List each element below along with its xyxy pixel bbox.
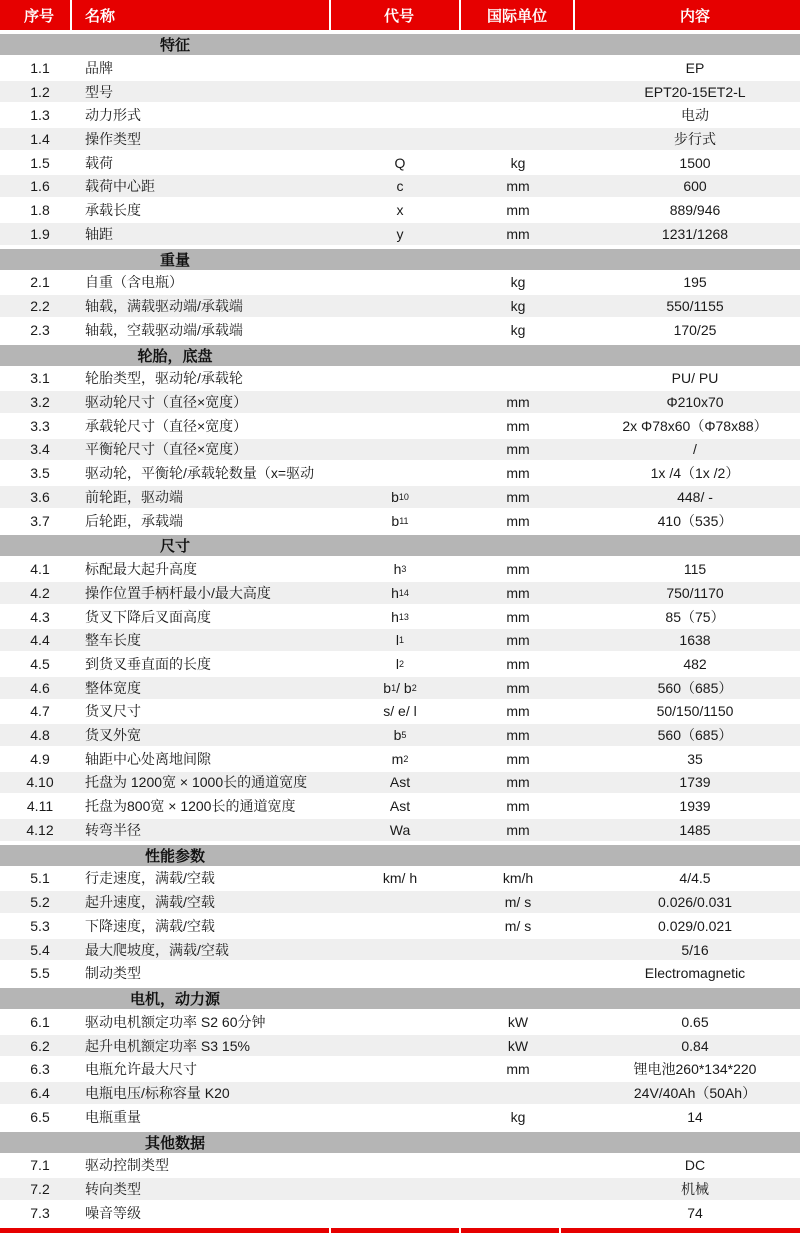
table-row — [0, 558, 800, 582]
table-row — [0, 891, 800, 915]
cell-unit: mm — [506, 584, 530, 601]
cell-unit — [461, 1202, 575, 1224]
table-row — [0, 1082, 800, 1106]
section-header — [0, 32, 800, 57]
table-row — [0, 319, 800, 343]
cell-symbol — [331, 57, 461, 79]
cell-name: 转弯半径 — [85, 821, 141, 838]
cell-symbol — [331, 1082, 461, 1104]
cell-symbol: b 1 / b 2 — [383, 679, 417, 696]
cell-symbol — [331, 915, 461, 937]
cell-symbol — [331, 891, 461, 913]
cell-value: 170/25 — [673, 321, 717, 338]
section-header — [0, 843, 800, 868]
cell-symbol — [331, 939, 461, 961]
cell-value: 50/150/1150 — [656, 703, 734, 720]
cell-value: 2x Φ78x60（Φ78x88） — [622, 417, 768, 434]
section-header — [0, 1130, 800, 1155]
table-row — [0, 1106, 800, 1130]
cell-index: 5.2 — [30, 894, 50, 911]
cell-value: 448/ - — [677, 488, 713, 505]
cell-name: 电瓶重量 — [85, 1108, 141, 1125]
cell-value: 1739 — [679, 774, 711, 791]
cell-symbol — [331, 104, 461, 126]
cell-index: 4.3 — [30, 608, 50, 625]
cell-name: 货叉下降后叉面高度 — [85, 608, 211, 625]
cell-symbol: Wa — [389, 821, 411, 838]
cell-value: 机械 — [681, 1181, 709, 1198]
cell-index: 5.4 — [30, 941, 50, 958]
cell-unit: mm — [506, 178, 530, 195]
accent-bar-segment — [331, 1228, 461, 1233]
cell-symbol: m 2 — [391, 750, 409, 767]
table-row — [0, 962, 800, 986]
table-row — [0, 939, 800, 963]
cell-unit: mm — [506, 465, 530, 482]
cell-symbol: Q — [394, 154, 406, 171]
cell-index: 1.8 — [30, 201, 50, 218]
table-row — [0, 795, 800, 819]
cell-index: 1.5 — [30, 154, 50, 171]
cell-unit: kg — [510, 298, 526, 315]
cell-index: 2.1 — [30, 274, 50, 291]
cell-unit — [461, 104, 575, 126]
table-row — [0, 582, 800, 606]
cell-value: 85（75） — [665, 608, 725, 625]
cell-symbol: h 13 — [391, 608, 409, 625]
section-header — [0, 343, 800, 368]
cell-index: 5.5 — [30, 965, 50, 982]
cell-value: 74 — [687, 1204, 703, 1221]
cell-name: 轴载，满载驱动端/承载端 — [85, 298, 243, 315]
table-row — [0, 486, 800, 510]
cell-name: 自重（含电瓶） — [85, 274, 183, 291]
cell-index: 4.12 — [26, 821, 54, 838]
cell-unit: mm — [506, 750, 530, 767]
section-title: 电机，动力源 — [129, 991, 220, 1009]
cell-unit: mm — [506, 774, 530, 791]
table-row — [0, 748, 800, 772]
cell-value: 889/946 — [669, 201, 721, 218]
cell-index: 5.3 — [30, 917, 50, 934]
cell-value: 14 — [687, 1108, 703, 1125]
table-row — [0, 391, 800, 415]
cell-symbol: s/ e/ l — [383, 703, 417, 720]
cell-symbol: y — [396, 225, 404, 242]
cell-value: 0.029/0.021 — [658, 917, 732, 934]
table-row — [0, 915, 800, 939]
cell-unit: mm — [506, 679, 530, 696]
table-row — [0, 81, 800, 105]
cell-symbol — [331, 368, 461, 390]
cell-name: 后轮距，承载端 — [85, 512, 183, 529]
cell-index: 3.4 — [30, 441, 50, 458]
cell-index: 1.1 — [30, 59, 50, 76]
cell-symbol: h 3 — [393, 561, 407, 578]
table-row — [0, 677, 800, 701]
cell-index: 7.2 — [30, 1181, 50, 1198]
cell-name: 行走速度，满载/空载 — [85, 870, 215, 887]
table-row — [0, 128, 800, 152]
header-cell-unit: 国际单位 — [461, 0, 575, 30]
table-header — [0, 0, 800, 30]
cell-name: 轴载，空载驱动端/承载端 — [85, 321, 243, 338]
cell-index: 4.10 — [26, 774, 54, 791]
cell-value: DC — [684, 1157, 706, 1174]
header-cell-symbol: 代号 — [331, 0, 461, 30]
table-row — [0, 701, 800, 725]
cell-value: 35 — [687, 750, 703, 767]
cell-index: 1.2 — [30, 83, 50, 100]
cell-unit — [461, 1178, 575, 1200]
cell-value: Φ210x70 — [666, 394, 724, 411]
cell-value: 482 — [683, 655, 707, 672]
cell-unit — [461, 962, 575, 984]
section-title: 特征 — [159, 37, 190, 54]
section-title: 其他数据 — [144, 1134, 205, 1152]
header-cell-name: 名称 — [72, 0, 331, 30]
cell-value: 1500 — [679, 154, 711, 171]
cell-symbol — [331, 462, 461, 484]
table-row — [0, 368, 800, 392]
table-row — [0, 152, 800, 176]
cell-value: EP — [685, 59, 705, 76]
cell-value: 0.65 — [681, 1013, 709, 1030]
table-row — [0, 819, 800, 843]
cell-name: 制动类型 — [85, 965, 141, 982]
cell-symbol — [331, 1011, 461, 1033]
cell-index: 6.4 — [30, 1084, 50, 1101]
cell-name: 下降速度，满载/空载 — [85, 917, 215, 934]
cell-name: 到货叉垂直面的长度 — [85, 655, 211, 672]
cell-unit: kg — [510, 1108, 526, 1125]
cell-unit: mm — [506, 417, 530, 434]
cell-unit: mm — [506, 703, 530, 720]
cell-index: 3.5 — [30, 465, 50, 482]
cell-name: 货叉外宽 — [85, 727, 141, 744]
cell-symbol — [331, 128, 461, 150]
cell-name: 噪音等级 — [85, 1204, 141, 1221]
cell-index: 4.6 — [30, 679, 50, 696]
cell-value: 1638 — [679, 632, 711, 649]
cell-symbol — [331, 272, 461, 294]
cell-symbol — [331, 81, 461, 103]
table-row — [0, 1178, 800, 1202]
cell-name: 转向类型 — [85, 1181, 141, 1198]
cell-index: 6.2 — [30, 1037, 50, 1054]
cell-unit: kg — [510, 321, 526, 338]
cell-index: 4.4 — [30, 632, 50, 649]
header-cell-value: 内容 — [679, 7, 710, 25]
cell-value: 4/4.5 — [679, 870, 711, 887]
section-title: 重量 — [159, 251, 190, 269]
cell-name: 起升电机额定功率 S3 15% — [85, 1037, 250, 1054]
table-row — [0, 439, 800, 463]
cell-name: 驱动轮，平衡轮/承载轮数量（x=驱动 — [85, 465, 315, 482]
cell-name: 操作位置手柄杆最小/最大高度 — [85, 584, 271, 601]
cell-unit — [461, 1082, 575, 1104]
table-row — [0, 868, 800, 892]
cell-value: Electromagnetic — [644, 965, 746, 982]
table-row — [0, 415, 800, 439]
cell-symbol: c — [396, 178, 404, 195]
cell-name: 动力形式 — [85, 107, 141, 124]
cell-name: 前轮距，驱动端 — [85, 488, 183, 505]
cell-name: 驱动电机额定功率 S2 60分钟 — [85, 1013, 266, 1030]
cell-name: 货叉尺寸 — [85, 703, 141, 720]
table-row — [0, 462, 800, 486]
cell-unit: mm — [506, 608, 530, 625]
cell-name: 托盘为800宽 × 1200长的通道宽度 — [85, 798, 296, 815]
table-row — [0, 295, 800, 319]
cell-value: 600 — [683, 178, 707, 195]
cell-name: 整车长度 — [85, 632, 141, 649]
cell-index: 1.9 — [30, 225, 50, 242]
cell-name: 品牌 — [85, 59, 113, 76]
cell-value: 5/16 — [681, 941, 709, 958]
cell-name: 轮胎类型，驱动轮/承载轮 — [85, 370, 243, 387]
cell-value: PU/ PU — [671, 370, 719, 387]
table-row — [0, 272, 800, 296]
cell-index: 4.9 — [30, 750, 50, 767]
cell-symbol: l 1 — [395, 632, 405, 649]
cell-value: 24V/40Ah（50Ah） — [633, 1084, 757, 1101]
section-title: 性能参数 — [144, 847, 205, 865]
cell-unit: mm — [506, 727, 530, 744]
table-row — [0, 57, 800, 81]
cell-value: 560（685） — [657, 727, 733, 744]
cell-value: 0.84 — [681, 1037, 709, 1054]
cell-index: 3.2 — [30, 394, 50, 411]
cell-unit — [461, 81, 575, 103]
cell-unit: mm — [506, 488, 530, 505]
cell-name: 驱动轮尺寸（直径×宽度） — [85, 394, 248, 411]
cell-unit: kW — [507, 1037, 529, 1054]
cell-name: 托盘为 1200宽 × 1000长的通道宽度 — [85, 774, 308, 791]
cell-value: / — [693, 441, 697, 458]
cell-unit: mm — [506, 655, 530, 672]
accent-bar-segment — [0, 1228, 331, 1233]
cell-index: 5.1 — [30, 870, 50, 887]
cell-index: 3.3 — [30, 417, 50, 434]
cell-name: 最大爬坡度，满载/空载 — [85, 941, 229, 958]
cell-symbol — [331, 1106, 461, 1128]
cell-symbol: b 11 — [391, 512, 409, 529]
cell-index: 4.1 — [30, 561, 50, 578]
cell-symbol — [331, 962, 461, 984]
cell-index: 7.1 — [30, 1157, 50, 1174]
cell-name: 电瓶电压/标称容量 K20 — [85, 1084, 230, 1101]
cell-value: 1485 — [679, 821, 711, 838]
cell-index: 1.4 — [30, 130, 50, 147]
table-body — [0, 32, 800, 1226]
section-title: 轮胎，底盘 — [137, 347, 213, 365]
table-row — [0, 1202, 800, 1226]
cell-name: 起升速度，满载/空载 — [85, 894, 215, 911]
cell-index: 2.2 — [30, 298, 50, 315]
bottom-accent-bar — [0, 1228, 800, 1233]
cell-name: 标配最大起升高度 — [85, 561, 197, 578]
cell-unit: mm — [506, 512, 530, 529]
cell-index: 4.11 — [26, 798, 54, 815]
cell-symbol — [331, 1058, 461, 1080]
cell-name: 轴距中心处离地间隙 — [85, 750, 211, 767]
table-row — [0, 629, 800, 653]
cell-unit: mm — [506, 561, 530, 578]
cell-value: 1231/1268 — [661, 225, 729, 242]
table-row — [0, 653, 800, 677]
cell-unit: mm — [506, 1061, 530, 1078]
cell-index: 4.2 — [30, 584, 50, 601]
cell-unit — [461, 368, 575, 390]
cell-value: 步行式 — [674, 130, 716, 147]
cell-unit: kg — [510, 154, 526, 171]
cell-value: 750/1170 — [666, 584, 724, 601]
table-row — [0, 510, 800, 534]
cell-value: 560（685） — [657, 679, 733, 696]
cell-name: 承载轮尺寸（直径×宽度） — [85, 417, 248, 434]
cell-unit: mm — [506, 632, 530, 649]
cell-symbol — [331, 391, 461, 413]
cell-name: 整体宽度 — [85, 679, 141, 696]
cell-symbol: x — [396, 201, 404, 218]
cell-symbol: b 5 — [393, 727, 407, 744]
table-row — [0, 223, 800, 247]
cell-index: 4.8 — [30, 727, 50, 744]
section-header — [0, 533, 800, 558]
cell-value: EPT20-15ET2-L — [644, 83, 746, 100]
cell-value: 锂电池260*134*220 — [633, 1061, 757, 1078]
table-row — [0, 175, 800, 199]
cell-unit: mm — [506, 441, 530, 458]
header-cell-index: 序号 — [0, 0, 72, 30]
cell-index: 6.5 — [30, 1108, 50, 1125]
cell-name: 载荷中心距 — [85, 178, 155, 195]
cell-index: 4.7 — [30, 703, 50, 720]
table-row — [0, 1155, 800, 1179]
table-row — [0, 724, 800, 748]
cell-index: 3.7 — [30, 512, 50, 529]
section-header — [0, 247, 800, 272]
table-row — [0, 1035, 800, 1059]
cell-symbol: Ast — [389, 798, 411, 815]
cell-value: 550/1155 — [666, 298, 724, 315]
cell-name: 型号 — [85, 83, 113, 100]
cell-value: 195 — [683, 274, 707, 291]
cell-unit — [461, 57, 575, 79]
cell-unit: m/ s — [504, 917, 532, 934]
cell-unit: mm — [506, 225, 530, 242]
cell-unit: m/ s — [504, 894, 532, 911]
cell-value: 0.026/0.031 — [658, 894, 732, 911]
cell-symbol: h 14 — [391, 584, 409, 601]
cell-symbol — [331, 1202, 461, 1224]
cell-symbol — [331, 1178, 461, 1200]
cell-name: 载荷 — [85, 154, 113, 171]
cell-unit: mm — [506, 394, 530, 411]
cell-name: 轴距 — [85, 225, 113, 242]
cell-symbol — [331, 439, 461, 461]
cell-symbol: km/ h — [382, 870, 418, 887]
cell-symbol: Ast — [389, 774, 411, 791]
table-row — [0, 1058, 800, 1082]
cell-symbol — [331, 415, 461, 437]
cell-index: 1.3 — [30, 107, 50, 124]
cell-index: 6.3 — [30, 1061, 50, 1078]
cell-symbol — [331, 295, 461, 317]
cell-name: 驱动控制类型 — [85, 1157, 169, 1174]
cell-index: 3.1 — [30, 370, 50, 387]
cell-index: 6.1 — [30, 1013, 50, 1030]
cell-name: 操作类型 — [85, 130, 141, 147]
cell-symbol: b 10 — [391, 488, 409, 505]
cell-unit: mm — [506, 821, 530, 838]
cell-unit — [461, 1155, 575, 1177]
cell-unit: mm — [506, 201, 530, 218]
section-header — [0, 986, 800, 1011]
cell-value: 1939 — [679, 798, 711, 815]
table-row — [0, 1011, 800, 1035]
cell-value: 电动 — [681, 107, 709, 124]
cell-value: 1x /4（1x /2） — [650, 465, 740, 482]
accent-bar-segment — [561, 1228, 800, 1233]
cell-name: 电瓶允许最大尺寸 — [85, 1061, 197, 1078]
cell-symbol — [331, 1155, 461, 1177]
cell-unit: kg — [510, 274, 526, 291]
cell-symbol: l 2 — [395, 655, 405, 672]
table-row — [0, 199, 800, 223]
section-title: 尺寸 — [159, 538, 190, 556]
cell-symbol — [331, 1035, 461, 1057]
cell-index: 3.6 — [30, 488, 50, 505]
cell-name: 平衡轮尺寸（直径×宽度） — [85, 441, 248, 458]
table-row — [0, 772, 800, 796]
cell-index: 2.3 — [30, 321, 50, 338]
cell-unit: kW — [507, 1013, 529, 1030]
cell-index: 7.3 — [30, 1204, 50, 1221]
cell-unit: km/h — [502, 870, 534, 887]
accent-bar-segment — [461, 1228, 561, 1233]
table-row — [0, 104, 800, 128]
cell-unit: mm — [506, 798, 530, 815]
table-row — [0, 606, 800, 630]
cell-name: 承载长度 — [85, 201, 141, 218]
cell-value: 410（535） — [657, 512, 733, 529]
cell-unit — [461, 939, 575, 961]
cell-index: 4.5 — [30, 655, 50, 672]
cell-value: 115 — [683, 561, 707, 578]
cell-unit — [461, 128, 575, 150]
cell-index: 1.6 — [30, 178, 50, 195]
cell-symbol — [331, 319, 461, 341]
